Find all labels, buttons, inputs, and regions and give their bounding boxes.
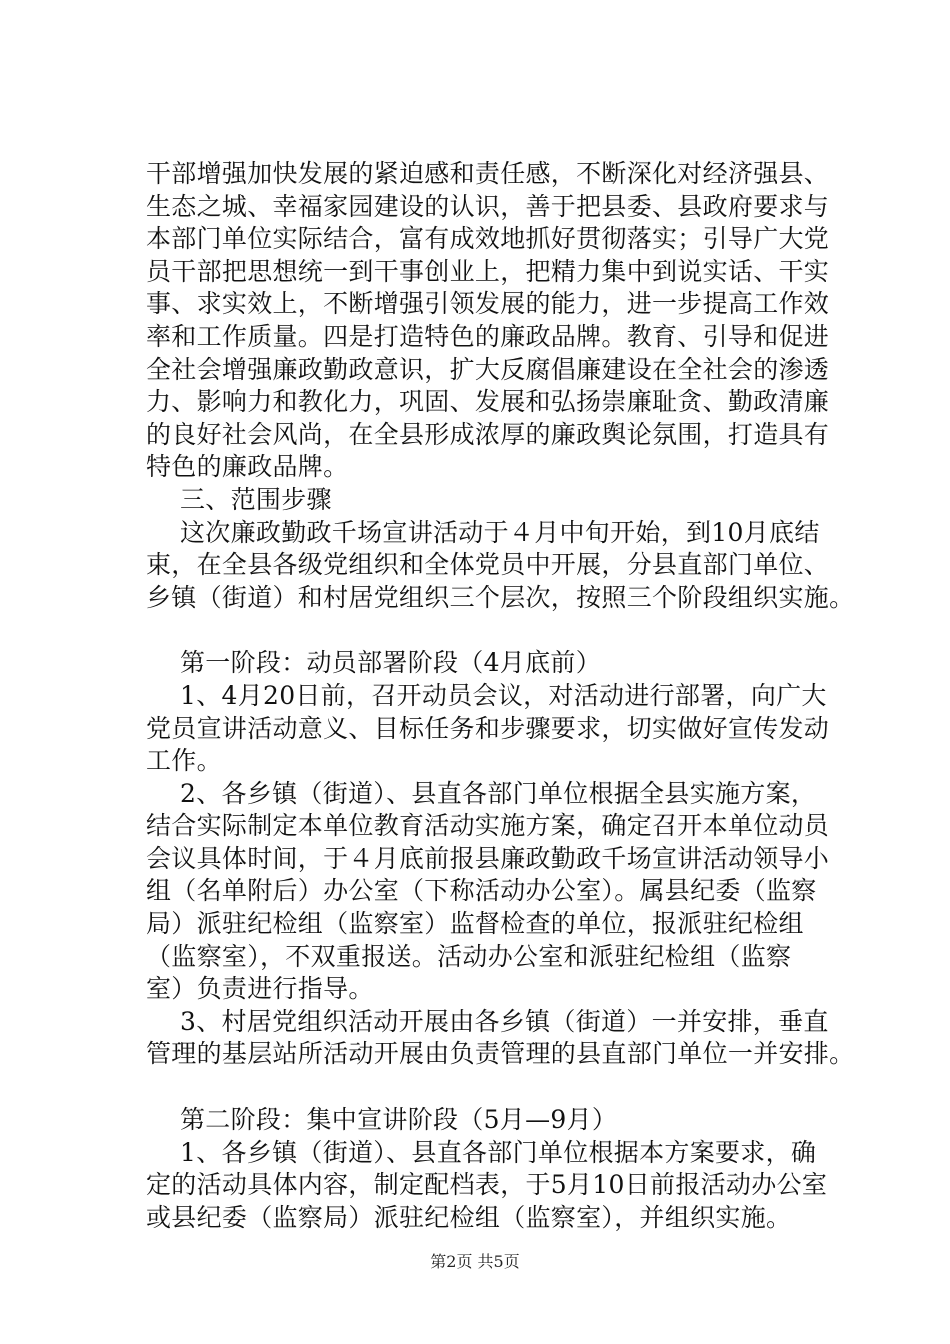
document-body (146, 158, 855, 1234)
paragraph-line: 特色的廉政品牌。 (146, 452, 349, 482)
paragraph-line: 管理的基层站所活动开展由负责管理的县直部门单位一并安排。 (146, 1039, 855, 1069)
paragraph-line: 或县纪委（监察局）派驻纪检组（监察室），并组织实施。 (146, 1202, 792, 1232)
paragraph-line: 局）派驻纪检组（监察室）监督检查的单位，报派驻纪检组 (146, 909, 804, 939)
paragraph-line: 的良好社会风尚，在全县形成浓厚的廉政舆论氛围，打造具有 (146, 419, 830, 449)
paragraph-line: 会议具体时间，于４月底前报县廉政勤政千场宣讲活动领导小 (146, 843, 830, 873)
paragraph-line: 这次廉政勤政千场宣讲活动于４月中旬开始，到10月底结 (180, 517, 820, 547)
paragraph-line: 组（名单附后）办公室（下称活动办公室）。属县纪委（监察 (146, 876, 817, 906)
paragraph-line: 事、求实效上，不断增强引领发展的能力，进一步提高工作效 (146, 289, 830, 319)
section-heading: 三、范围步骤 (180, 484, 332, 514)
blank-line (146, 1071, 846, 1104)
paragraph-line: 党员宣讲活动意义、目标任务和步骤要求，切实做好宣传发动 (146, 713, 830, 743)
paragraph-line: 2、各乡镇（街道）、县直各部门单位根据全县实施方案， (180, 778, 817, 808)
stage-heading: 第一阶段：动员部署阶段（4月底前） (180, 648, 602, 678)
paragraph-line: 结合实际制定本单位教育活动实施方案，确定召开本单位动员 (146, 811, 830, 841)
paragraph-line: 生态之城、幸福家园建设的认识，善于把县委、县政府要求与 (146, 191, 830, 221)
paragraph-line: 力、影响力和教化力，巩固、发展和弘扬崇廉耻贪、勤政清廉 (146, 387, 830, 417)
paragraph-line: 室）负责进行指导。 (146, 974, 374, 1004)
paragraph-line: 3、村居党组织活动开展由各乡镇（街道）一并安排，垂直 (180, 1006, 829, 1036)
paragraph-line: 1、4月20日前，召开动员会议，对活动进行部署，向广大 (180, 680, 827, 710)
page-footer: 第2页 共5页 (430, 1252, 520, 1271)
paragraph-line: 干部增强加快发展的紧迫感和责任感，不断深化对经济强县、 (146, 159, 830, 188)
stage-heading: 第二阶段：集中宣讲阶段（5月—9月） (180, 1105, 618, 1135)
paragraph-line: 率和工作质量。四是打造特色的廉政品牌。教育、引导和促进 (146, 321, 830, 351)
paragraph-line: 束，在全县各级党组织和全体党员中开展，分县直部门单位、 (146, 550, 830, 580)
paragraph-line: 全社会增强廉政勤政意识，扩大反腐倡廉建设在全社会的渗透 (146, 354, 830, 384)
paragraph-line: 乡镇（街道）和村居党组织三个层次，按照三个阶段组织实施。 (146, 582, 855, 612)
paragraph-line: 定的活动具体内容，制定配档表，于5月10日前报活动办公室 (146, 1170, 828, 1200)
paragraph-line: 员干部把思想统一到干事创业上，把精力集中到说实话、干实 (146, 256, 830, 286)
paragraph-line: 工作。 (146, 746, 222, 776)
paragraph-line: 本部门单位实际结合，富有成效地抓好贯彻落实；引导广大党 (146, 224, 830, 254)
paragraph-line: 1、各乡镇（街道）、县直各部门单位根据本方案要求，确 (180, 1137, 817, 1167)
blank-line (146, 614, 846, 647)
paragraph-line: （监察室），不双重报送。活动办公室和派驻纪检组（监察 (146, 941, 792, 971)
